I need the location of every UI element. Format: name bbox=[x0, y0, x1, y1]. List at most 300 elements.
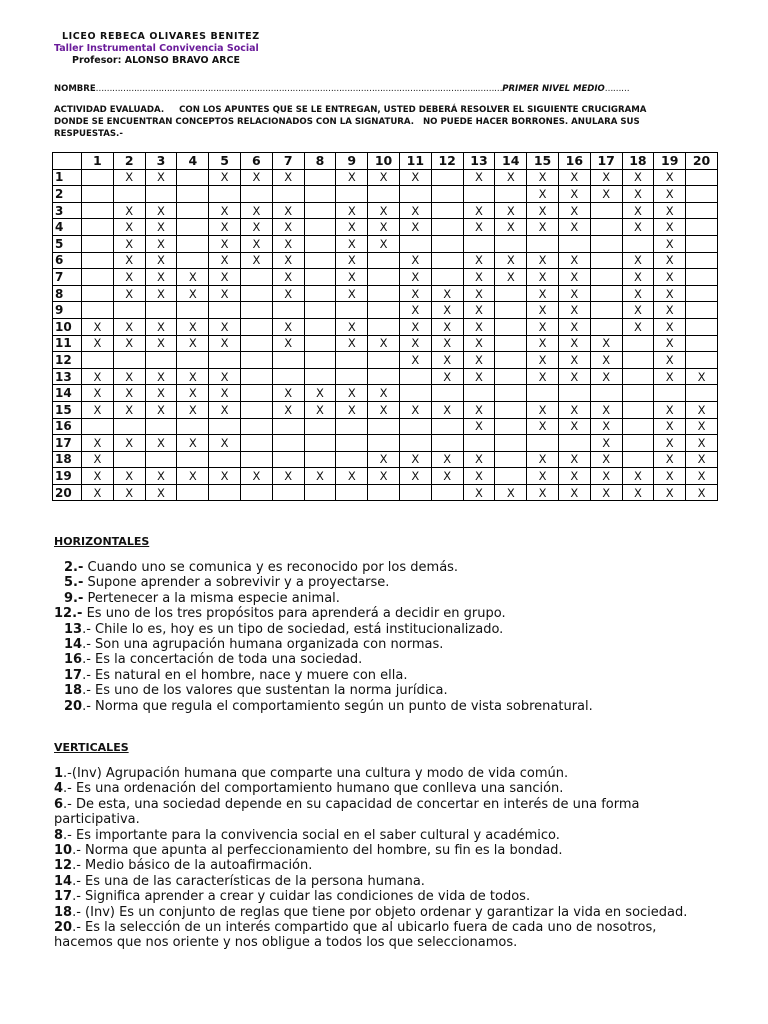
blocked-cell: X bbox=[209, 269, 241, 286]
column-number: 14 bbox=[495, 153, 527, 170]
answer-cell[interactable] bbox=[622, 368, 654, 385]
answer-cell[interactable] bbox=[368, 302, 400, 319]
blocked-cell: X bbox=[399, 352, 431, 369]
blocked-cell: X bbox=[558, 269, 590, 286]
clue-number: 17 bbox=[54, 889, 73, 905]
clue-item bbox=[54, 797, 714, 828]
blocked-cell: X bbox=[272, 318, 304, 335]
blocked-cell: X bbox=[558, 468, 590, 485]
answer-cell[interactable] bbox=[304, 186, 336, 203]
answer-cell[interactable] bbox=[240, 269, 272, 286]
blocked-cell: X bbox=[590, 352, 622, 369]
blocked-cell: X bbox=[399, 169, 431, 186]
clue-number: 6 bbox=[54, 796, 64, 812]
answer-cell[interactable] bbox=[113, 186, 145, 203]
blocked-cell: X bbox=[304, 468, 336, 485]
blocked-cell: X bbox=[336, 385, 368, 402]
answer-cell[interactable] bbox=[177, 484, 209, 501]
answer-cell[interactable] bbox=[558, 235, 590, 252]
blocked-cell: X bbox=[654, 418, 686, 435]
answer-cell[interactable] bbox=[177, 302, 209, 319]
answer-cell[interactable] bbox=[82, 269, 114, 286]
blocked-cell: X bbox=[145, 169, 177, 186]
blocked-cell: X bbox=[145, 318, 177, 335]
blocked-cell: X bbox=[527, 219, 559, 236]
answer-cell[interactable] bbox=[527, 235, 559, 252]
blocked-cell: X bbox=[622, 169, 654, 186]
answer-cell[interactable] bbox=[622, 352, 654, 369]
blocked-cell: X bbox=[145, 285, 177, 302]
answer-cell[interactable] bbox=[272, 302, 304, 319]
column-number: 12 bbox=[431, 153, 463, 170]
answer-cell[interactable] bbox=[686, 235, 718, 252]
answer-cell[interactable] bbox=[240, 335, 272, 352]
answer-cell[interactable] bbox=[240, 285, 272, 302]
answer-cell[interactable] bbox=[304, 252, 336, 269]
answer-cell[interactable] bbox=[177, 186, 209, 203]
answer-cell[interactable] bbox=[495, 451, 527, 468]
answer-cell[interactable] bbox=[177, 219, 209, 236]
answer-cell[interactable] bbox=[368, 186, 400, 203]
answer-cell[interactable] bbox=[686, 219, 718, 236]
answer-cell[interactable] bbox=[82, 302, 114, 319]
answer-cell[interactable] bbox=[240, 385, 272, 402]
answer-cell[interactable] bbox=[240, 484, 272, 501]
blocked-cell: X bbox=[177, 368, 209, 385]
blocked-cell: X bbox=[654, 368, 686, 385]
answer-cell[interactable] bbox=[686, 186, 718, 203]
blocked-cell: X bbox=[590, 468, 622, 485]
answer-cell[interactable] bbox=[304, 335, 336, 352]
clue-item bbox=[54, 575, 714, 590]
blocked-cell: X bbox=[209, 468, 241, 485]
answer-cell[interactable] bbox=[145, 451, 177, 468]
blocked-cell: X bbox=[590, 335, 622, 352]
answer-cell[interactable] bbox=[145, 352, 177, 369]
blocked-cell: X bbox=[304, 401, 336, 418]
blocked-cell: X bbox=[558, 202, 590, 219]
answer-cell[interactable] bbox=[272, 368, 304, 385]
answer-cell[interactable] bbox=[686, 252, 718, 269]
clue-item bbox=[54, 668, 714, 683]
blocked-cell: X bbox=[113, 401, 145, 418]
answer-cell[interactable] bbox=[272, 186, 304, 203]
blocked-cell: X bbox=[272, 219, 304, 236]
answer-cell[interactable] bbox=[304, 418, 336, 435]
answer-cell[interactable] bbox=[177, 451, 209, 468]
blocked-cell: X bbox=[177, 401, 209, 418]
answer-cell[interactable] bbox=[177, 169, 209, 186]
answer-cell[interactable] bbox=[399, 235, 431, 252]
answer-cell[interactable] bbox=[622, 385, 654, 402]
blocked-cell: X bbox=[654, 186, 686, 203]
blocked-cell: X bbox=[558, 318, 590, 335]
clue-item bbox=[54, 591, 714, 606]
clue-item bbox=[54, 766, 714, 781]
answer-cell[interactable] bbox=[336, 435, 368, 452]
blocked-cell: X bbox=[558, 186, 590, 203]
clue-number: 13 bbox=[64, 621, 83, 637]
blocked-cell: X bbox=[82, 401, 114, 418]
blocked-cell: X bbox=[431, 285, 463, 302]
answer-cell[interactable] bbox=[336, 484, 368, 501]
answer-cell[interactable] bbox=[368, 352, 400, 369]
answer-cell[interactable] bbox=[431, 202, 463, 219]
answer-cell[interactable] bbox=[495, 368, 527, 385]
blocked-cell: X bbox=[495, 202, 527, 219]
grid-row bbox=[53, 368, 718, 385]
column-number: 4 bbox=[177, 153, 209, 170]
answer-cell[interactable] bbox=[399, 418, 431, 435]
answer-cell[interactable] bbox=[686, 169, 718, 186]
clue-number: 12.- bbox=[54, 606, 83, 622]
answer-cell[interactable] bbox=[336, 418, 368, 435]
row-number: 15 bbox=[53, 401, 82, 418]
answer-cell[interactable] bbox=[495, 418, 527, 435]
answer-cell[interactable] bbox=[177, 418, 209, 435]
blocked-cell: X bbox=[272, 252, 304, 269]
answer-cell[interactable] bbox=[431, 385, 463, 402]
answer-cell[interactable] bbox=[622, 335, 654, 352]
answer-cell[interactable] bbox=[304, 318, 336, 335]
answer-cell[interactable] bbox=[495, 285, 527, 302]
answer-cell[interactable] bbox=[304, 235, 336, 252]
answer-cell[interactable] bbox=[622, 418, 654, 435]
answer-cell[interactable] bbox=[240, 318, 272, 335]
answer-cell[interactable] bbox=[82, 186, 114, 203]
answer-cell[interactable] bbox=[145, 302, 177, 319]
answer-cell[interactable] bbox=[686, 302, 718, 319]
answer-cell[interactable] bbox=[622, 235, 654, 252]
answer-cell[interactable] bbox=[368, 418, 400, 435]
column-number: 11 bbox=[399, 153, 431, 170]
answer-cell[interactable] bbox=[399, 186, 431, 203]
clue-number: 12 bbox=[54, 858, 73, 874]
blocked-cell: X bbox=[399, 285, 431, 302]
answer-cell[interactable] bbox=[686, 335, 718, 352]
answer-cell[interactable] bbox=[399, 435, 431, 452]
answer-cell[interactable] bbox=[336, 352, 368, 369]
answer-cell[interactable] bbox=[304, 285, 336, 302]
blocked-cell: X bbox=[145, 468, 177, 485]
answer-cell[interactable] bbox=[431, 169, 463, 186]
answer-cell[interactable] bbox=[82, 352, 114, 369]
answer-cell[interactable] bbox=[368, 368, 400, 385]
answer-cell[interactable] bbox=[304, 451, 336, 468]
column-number: 19 bbox=[654, 153, 686, 170]
answer-cell[interactable] bbox=[82, 169, 114, 186]
answer-cell[interactable] bbox=[145, 418, 177, 435]
answer-cell[interactable] bbox=[558, 385, 590, 402]
blocked-cell: X bbox=[527, 468, 559, 485]
answer-cell[interactable] bbox=[368, 285, 400, 302]
blocked-cell: X bbox=[177, 385, 209, 402]
answer-cell[interactable] bbox=[368, 435, 400, 452]
answer-cell[interactable] bbox=[590, 385, 622, 402]
answer-cell[interactable] bbox=[240, 368, 272, 385]
answer-cell[interactable] bbox=[82, 285, 114, 302]
row-number: 16 bbox=[53, 418, 82, 435]
blocked-cell: X bbox=[463, 252, 495, 269]
answer-cell[interactable] bbox=[240, 352, 272, 369]
answer-cell[interactable] bbox=[463, 435, 495, 452]
answer-cell[interactable] bbox=[495, 186, 527, 203]
grid-row bbox=[53, 352, 718, 369]
answer-cell[interactable] bbox=[177, 235, 209, 252]
answer-cell[interactable] bbox=[82, 202, 114, 219]
blocked-cell: X bbox=[177, 435, 209, 452]
column-number: 17 bbox=[590, 153, 622, 170]
blocked-cell: X bbox=[399, 451, 431, 468]
answer-cell[interactable] bbox=[304, 269, 336, 286]
blocked-cell: X bbox=[431, 468, 463, 485]
blocked-cell: X bbox=[336, 202, 368, 219]
answer-cell[interactable] bbox=[272, 352, 304, 369]
blocked-cell: X bbox=[336, 219, 368, 236]
blocked-cell: X bbox=[654, 269, 686, 286]
name-label: NOMBRE bbox=[54, 84, 96, 94]
answer-cell[interactable] bbox=[209, 302, 241, 319]
blocked-cell: X bbox=[654, 302, 686, 319]
answer-cell[interactable] bbox=[209, 484, 241, 501]
blocked-cell: X bbox=[399, 202, 431, 219]
answer-cell[interactable] bbox=[272, 451, 304, 468]
answer-cell[interactable] bbox=[431, 435, 463, 452]
answer-cell[interactable] bbox=[368, 484, 400, 501]
blocked-cell: X bbox=[368, 401, 400, 418]
blocked-cell: X bbox=[82, 451, 114, 468]
clue-number: 9.- bbox=[64, 590, 84, 606]
answer-cell[interactable] bbox=[209, 418, 241, 435]
answer-cell[interactable] bbox=[240, 302, 272, 319]
answer-cell[interactable] bbox=[463, 385, 495, 402]
blocked-cell: X bbox=[336, 401, 368, 418]
answer-cell[interactable] bbox=[82, 252, 114, 269]
row-number: 13 bbox=[53, 368, 82, 385]
column-number: 7 bbox=[272, 153, 304, 170]
answer-cell[interactable] bbox=[463, 235, 495, 252]
answer-cell[interactable] bbox=[686, 352, 718, 369]
answer-cell[interactable] bbox=[240, 186, 272, 203]
blocked-cell: X bbox=[527, 252, 559, 269]
answer-cell[interactable] bbox=[495, 385, 527, 402]
clue-text: .- De esta, una sociedad depende en su capacidad de concertar en interés de una forma participativa. bbox=[54, 796, 640, 828]
blocked-cell: X bbox=[527, 169, 559, 186]
answer-cell[interactable] bbox=[304, 202, 336, 219]
clue-number: 16 bbox=[64, 652, 83, 668]
answer-cell[interactable] bbox=[495, 352, 527, 369]
clue-text: .- Chile lo es, hoy es un tipo de sociedad, está institucionalizado. bbox=[82, 621, 504, 637]
blocked-cell: X bbox=[399, 318, 431, 335]
answer-cell[interactable] bbox=[527, 435, 559, 452]
grid-row bbox=[53, 468, 718, 485]
row-number: 2 bbox=[53, 186, 82, 203]
answer-cell[interactable] bbox=[113, 352, 145, 369]
blocked-cell: X bbox=[463, 368, 495, 385]
answer-cell[interactable] bbox=[177, 202, 209, 219]
clue-text: Pertenecer a la misma especie animal. bbox=[83, 590, 340, 606]
answer-cell[interactable] bbox=[399, 484, 431, 501]
answer-cell[interactable] bbox=[622, 451, 654, 468]
answer-cell[interactable] bbox=[590, 235, 622, 252]
answer-cell[interactable] bbox=[177, 352, 209, 369]
blocked-cell: X bbox=[590, 484, 622, 501]
answer-cell[interactable] bbox=[495, 335, 527, 352]
answer-cell[interactable] bbox=[304, 368, 336, 385]
answer-cell[interactable] bbox=[272, 435, 304, 452]
blocked-cell: X bbox=[113, 335, 145, 352]
blocked-cell: X bbox=[272, 401, 304, 418]
answer-cell[interactable] bbox=[495, 435, 527, 452]
answer-cell[interactable] bbox=[495, 302, 527, 319]
answer-cell[interactable] bbox=[336, 302, 368, 319]
clue-text: .- Norma que apunta al perfeccionamiento del hombre, su fin es la bondad. bbox=[72, 843, 563, 859]
row-number: 5 bbox=[53, 235, 82, 252]
answer-cell[interactable] bbox=[622, 435, 654, 452]
answer-cell[interactable] bbox=[686, 269, 718, 286]
answer-cell[interactable] bbox=[240, 418, 272, 435]
blocked-cell: X bbox=[527, 484, 559, 501]
answer-cell[interactable] bbox=[590, 219, 622, 236]
answer-cell[interactable] bbox=[272, 418, 304, 435]
answer-cell[interactable] bbox=[622, 401, 654, 418]
answer-cell[interactable] bbox=[463, 186, 495, 203]
blocked-cell: X bbox=[240, 235, 272, 252]
answer-cell[interactable] bbox=[336, 368, 368, 385]
blocked-cell: X bbox=[272, 468, 304, 485]
answer-cell[interactable] bbox=[82, 235, 114, 252]
answer-cell[interactable] bbox=[336, 186, 368, 203]
answer-cell[interactable] bbox=[304, 484, 336, 501]
level-trail: ……… bbox=[604, 84, 630, 94]
answer-cell[interactable] bbox=[240, 451, 272, 468]
answer-cell[interactable] bbox=[304, 302, 336, 319]
blocked-cell: X bbox=[209, 202, 241, 219]
grid-row bbox=[53, 318, 718, 335]
answer-cell[interactable] bbox=[431, 219, 463, 236]
answer-cell[interactable] bbox=[590, 202, 622, 219]
instructions bbox=[54, 104, 674, 140]
answer-cell[interactable] bbox=[495, 318, 527, 335]
clue-item bbox=[54, 652, 714, 667]
answer-cell[interactable] bbox=[495, 401, 527, 418]
row-number: 19 bbox=[53, 468, 82, 485]
answer-cell[interactable] bbox=[368, 252, 400, 269]
blocked-cell: X bbox=[209, 285, 241, 302]
blocked-cell: X bbox=[558, 285, 590, 302]
answer-cell[interactable] bbox=[590, 302, 622, 319]
answer-cell[interactable] bbox=[304, 169, 336, 186]
answer-cell[interactable] bbox=[590, 252, 622, 269]
answer-cell[interactable] bbox=[113, 418, 145, 435]
clue-item bbox=[54, 874, 714, 889]
instructions-body: CON LOS APUNTES QUE SE LE ENTREGAN, USTED DEBERÁ RESOLVER EL SIGUIENTE CRUCIGRAMA DONDE SE ENCUENTRAN CONCEPTOS RELACIONADOS CON LA SIGNATURA. bbox=[54, 105, 647, 127]
answer-cell[interactable] bbox=[431, 252, 463, 269]
blocked-cell: X bbox=[240, 169, 272, 186]
answer-cell[interactable] bbox=[240, 435, 272, 452]
answer-cell[interactable] bbox=[558, 435, 590, 452]
column-number: 16 bbox=[558, 153, 590, 170]
answer-cell[interactable] bbox=[399, 368, 431, 385]
answer-cell[interactable] bbox=[304, 435, 336, 452]
row-number: 12 bbox=[53, 352, 82, 369]
blocked-cell: X bbox=[686, 368, 718, 385]
answer-cell[interactable] bbox=[654, 385, 686, 402]
answer-cell[interactable] bbox=[590, 318, 622, 335]
blocked-cell: X bbox=[558, 169, 590, 186]
blocked-cell: X bbox=[209, 219, 241, 236]
answer-cell[interactable] bbox=[527, 385, 559, 402]
answer-cell[interactable] bbox=[686, 318, 718, 335]
answer-cell[interactable] bbox=[431, 186, 463, 203]
answer-cell[interactable] bbox=[368, 269, 400, 286]
answer-cell[interactable] bbox=[177, 252, 209, 269]
answer-cell[interactable] bbox=[431, 269, 463, 286]
clue-number: 14 bbox=[54, 873, 73, 889]
answer-cell[interactable] bbox=[304, 352, 336, 369]
blocked-cell: X bbox=[304, 385, 336, 402]
answer-cell[interactable] bbox=[209, 186, 241, 203]
answer-cell[interactable] bbox=[368, 318, 400, 335]
column-number: 8 bbox=[304, 153, 336, 170]
answer-cell[interactable] bbox=[431, 235, 463, 252]
answer-cell[interactable] bbox=[686, 285, 718, 302]
blocked-cell: X bbox=[558, 302, 590, 319]
clue-number: 14 bbox=[64, 637, 83, 653]
clue-number: 5.- bbox=[64, 575, 84, 591]
answer-cell[interactable] bbox=[240, 401, 272, 418]
blocked-cell: X bbox=[209, 169, 241, 186]
answer-cell[interactable] bbox=[686, 202, 718, 219]
grid-row bbox=[53, 269, 718, 286]
answer-cell[interactable] bbox=[82, 418, 114, 435]
answer-cell[interactable] bbox=[272, 484, 304, 501]
answer-cell[interactable] bbox=[431, 418, 463, 435]
answer-cell[interactable] bbox=[495, 235, 527, 252]
answer-cell[interactable] bbox=[209, 352, 241, 369]
blocked-cell: X bbox=[336, 252, 368, 269]
answer-cell[interactable] bbox=[336, 451, 368, 468]
answer-cell[interactable] bbox=[209, 451, 241, 468]
name-blank[interactable]: …………………………………………………………………………………………………………………………..……… bbox=[95, 84, 503, 94]
blocked-cell: X bbox=[240, 202, 272, 219]
blocked-cell: X bbox=[463, 219, 495, 236]
blocked-cell: X bbox=[558, 252, 590, 269]
clue-number: 17 bbox=[64, 667, 83, 683]
answer-cell[interactable] bbox=[431, 484, 463, 501]
blocked-cell: X bbox=[145, 435, 177, 452]
answer-cell[interactable] bbox=[590, 285, 622, 302]
blocked-cell: X bbox=[399, 302, 431, 319]
blocked-cell: X bbox=[177, 269, 209, 286]
answer-cell[interactable] bbox=[82, 219, 114, 236]
answer-cell[interactable] bbox=[113, 451, 145, 468]
answer-cell[interactable] bbox=[686, 385, 718, 402]
answer-cell[interactable] bbox=[113, 302, 145, 319]
clue-item bbox=[54, 683, 714, 698]
clue-number: 2.- bbox=[64, 560, 84, 575]
answer-cell[interactable] bbox=[495, 468, 527, 485]
answer-cell[interactable] bbox=[590, 269, 622, 286]
grid-row bbox=[53, 418, 718, 435]
clue-text: .- Es importante para la convivencia social en el saber cultural y académico. bbox=[63, 827, 560, 843]
answer-cell[interactable] bbox=[304, 219, 336, 236]
answer-cell[interactable] bbox=[399, 385, 431, 402]
answer-cell[interactable] bbox=[145, 186, 177, 203]
clue-text: .- Medio básico de la autoafirmación. bbox=[72, 858, 313, 874]
blocked-cell: X bbox=[145, 368, 177, 385]
blocked-cell: X bbox=[590, 169, 622, 186]
